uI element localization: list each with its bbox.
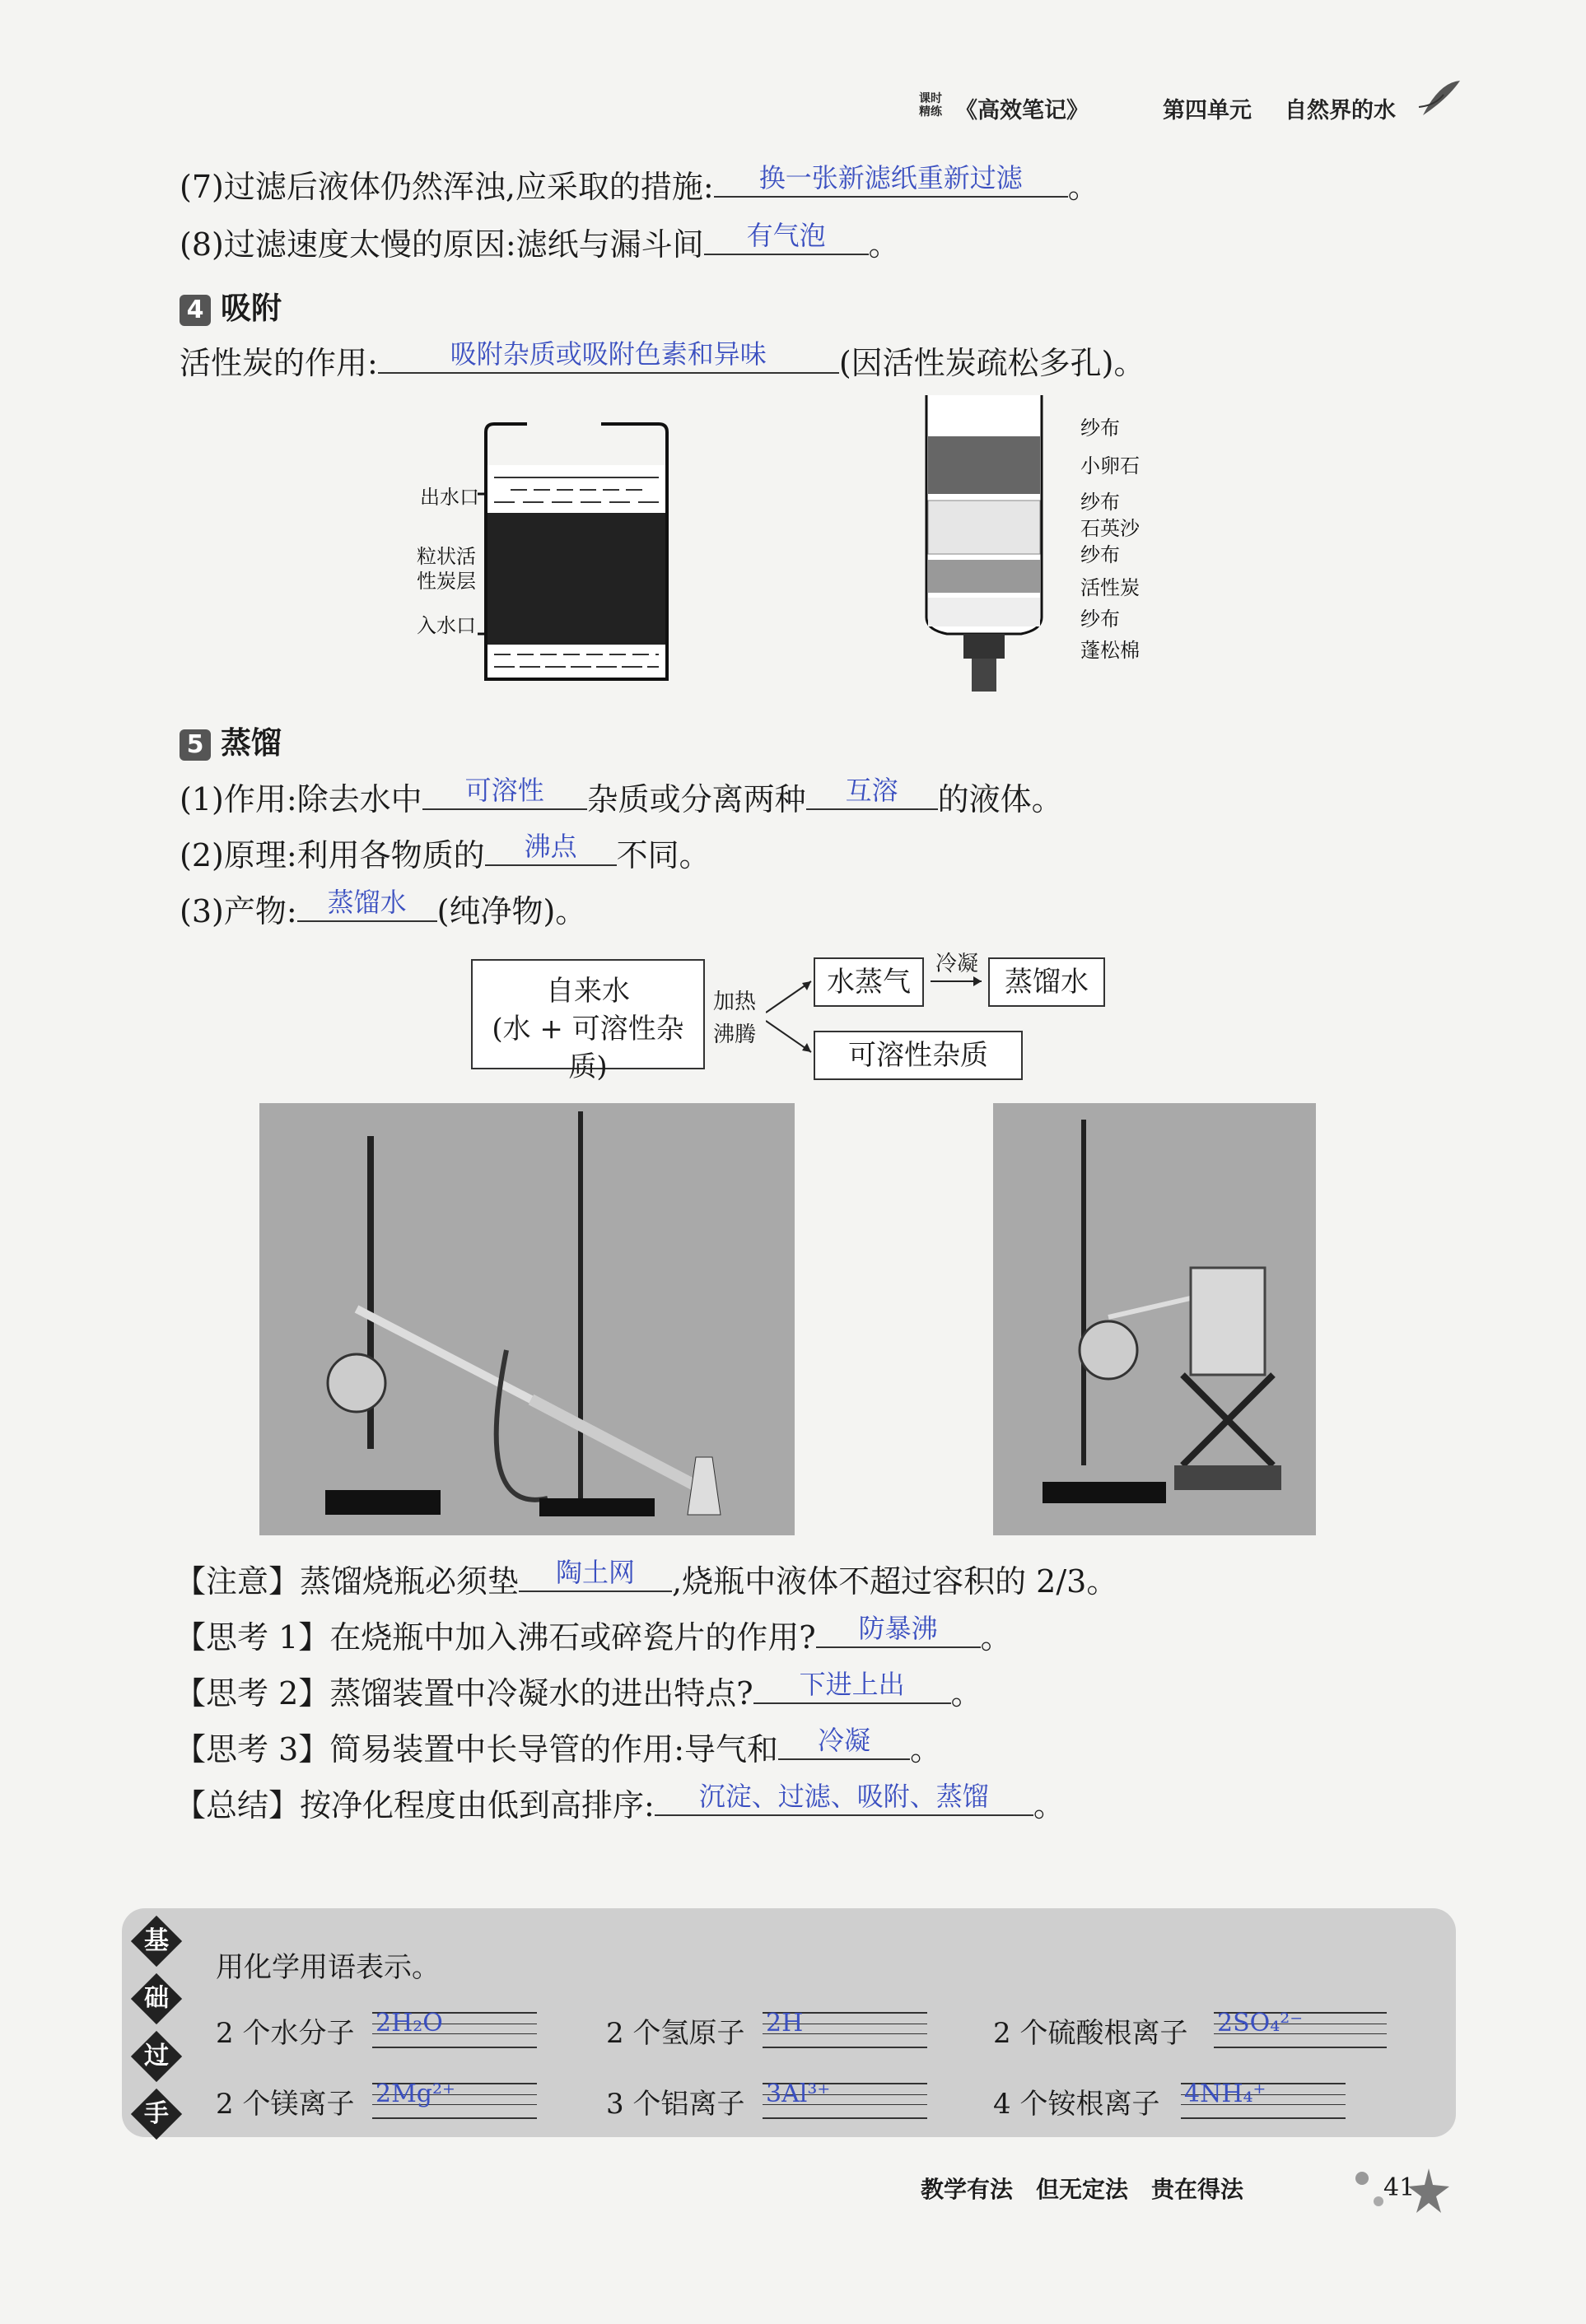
header-small-tag: 课时精练 — [919, 92, 942, 119]
header-unit: 第四单元 — [1163, 98, 1252, 123]
flow-condition-cool: 冷凝 — [935, 952, 979, 976]
page-number: 41 — [1383, 2173, 1416, 2202]
distillation-q2: (2)原理:利用各物质的 沸点 不同。 — [180, 831, 711, 873]
flow-residue-box: 可溶性杂质 — [814, 1031, 1023, 1080]
activated-carbon-tank-figure — [478, 416, 675, 687]
filter-q8: (8)过滤速度太慢的原因:滤纸与漏斗间 有气泡 。 — [180, 220, 900, 263]
practice-answer-1: 2H₂O — [376, 2009, 443, 2038]
badge-char-3: 过 — [144, 2042, 169, 2070]
think3-line: 【思考 3】简易装置中长导管的作用:导气和 冷凝 。 — [175, 1725, 942, 1767]
badge-char-2: 础 — [144, 1984, 169, 2013]
header-book-title: 《高效笔记》 — [955, 98, 1089, 123]
fig2-label-pebbles: 小卵石 — [1080, 454, 1140, 477]
note-blank[interactable]: 陶土网 — [519, 1558, 672, 1592]
section-distillation-title: 5 蒸馏 — [180, 718, 282, 762]
q7-answer: 换一张新滤纸重新过滤 — [758, 162, 1023, 193]
practice-answer-4: 2Mg²⁺ — [376, 2079, 455, 2108]
practice-answer-6: 4NH₄⁺ — [1184, 2079, 1266, 2108]
practice-item-2: 2 个氢原子 — [606, 2017, 745, 2050]
filter-q7: (7)过滤后液体仍然浑浊,应采取的措施: 换一张新滤纸重新过滤 。 — [180, 162, 1099, 205]
think2-blank[interactable]: 下进上出 — [753, 1670, 951, 1704]
summary-line: 【总结】按净化程度由低到高排序: 沉淀、过滤、吸附、蒸馏 。 — [175, 1781, 1065, 1823]
fig2-label-quartz-sand: 石英沙 — [1080, 517, 1140, 540]
practice-item-4: 2 个镁离子 — [216, 2088, 355, 2121]
fig2-label-gauze-1: 纱布 — [1080, 417, 1120, 440]
flow-source-box: 自来水 (水 + 可溶性杂质) — [471, 959, 705, 1069]
header-topic: 自然界的水 — [1285, 98, 1396, 123]
footer-slogan: 教学有法 但无定法 贵在得法 — [921, 2176, 1244, 2203]
fig1-label-layer-2: 性炭层 — [417, 570, 476, 593]
badge-char-1: 基 — [144, 1926, 169, 1955]
practice-answer-3: 2SO₄²⁻ — [1217, 2009, 1304, 2038]
distillation-q3: (3)产物: 蒸馏水 (纯净物)。 — [180, 887, 587, 929]
fig1-label-outlet: 出水口 — [420, 486, 479, 509]
practice-answer-5: 3Al³⁺ — [766, 2079, 831, 2108]
think1-blank[interactable]: 防暴沸 — [816, 1614, 981, 1648]
fig2-label-gauze-2: 纱布 — [1080, 491, 1120, 514]
distillation-q1: (1)作用:除去水中 可溶性 杂质或分离两种 互溶 的液体。 — [180, 775, 1063, 817]
adsorption-line: 活性炭的作用: 吸附杂质或吸附色素和异味 (因活性炭疏松多孔)。 — [180, 338, 1145, 381]
q1-blank-2[interactable]: 互溶 — [806, 775, 938, 810]
flow-condition-boil: 沸腾 — [713, 1022, 757, 1047]
practice-item-1: 2 个水分子 — [216, 2017, 355, 2050]
simple-distillation-photo — [993, 1103, 1316, 1535]
leaf-decoration-icon — [1415, 74, 1464, 123]
practice-item-5: 3 个铝离子 — [606, 2088, 745, 2121]
q8-answer: 有气泡 — [746, 220, 826, 251]
badge-char-4: 手 — [144, 2099, 169, 2128]
think2-line: 【思考 2】蒸馏装置中冷凝水的进出特点? 下进上出 。 — [175, 1669, 982, 1712]
q2-blank[interactable]: 沸点 — [485, 831, 617, 866]
simple-water-purifier-figure — [922, 395, 1046, 700]
flow-vapor-box: 水蒸气 — [814, 957, 924, 1007]
adsorption-answer: 吸附杂质或吸附色素和异味 — [450, 338, 767, 370]
fig2-label-gauze-3: 纱布 — [1080, 543, 1120, 566]
q8-text: (8)过滤速度太慢的原因:滤纸与漏斗间 — [180, 226, 704, 263]
q3-blank[interactable]: 蒸馏水 — [297, 887, 437, 922]
q7-text: (7)过滤后液体仍然浑浊,应采取的措施: — [180, 169, 714, 205]
section-adsorption-title: 4 吸附 — [180, 283, 282, 328]
fig2-label-cotton: 蓬松棉 — [1080, 639, 1140, 662]
distillation-apparatus-photo — [259, 1103, 795, 1535]
practice-answer-2: 2H — [766, 2009, 804, 2038]
flow-condition-heat: 加热 — [713, 990, 757, 1014]
adsorption-blank[interactable] — [378, 339, 839, 374]
q8-blank[interactable] — [704, 221, 869, 255]
fig2-label-gauze-4: 纱布 — [1080, 608, 1120, 631]
practice-instruction: 用化学用语表示。 — [216, 1951, 440, 1984]
practice-item-6: 4 个铵根离子 — [993, 2088, 1160, 2121]
note-line: 【注意】蒸馏烧瓶必须垫 陶土网 ,烧瓶中液体不超过容积的 2/3。 — [175, 1557, 1118, 1600]
think3-blank[interactable]: 冷凝 — [778, 1726, 910, 1760]
q1-blank-1[interactable]: 可溶性 — [422, 775, 587, 810]
q7-blank[interactable] — [714, 163, 1068, 198]
flow-product-box: 蒸馏水 — [988, 957, 1105, 1007]
fig1-label-layer-1: 粒状活 — [417, 545, 476, 568]
fig2-label-activated-carbon: 活性炭 — [1080, 576, 1140, 599]
summary-blank[interactable]: 沉淀、过滤、吸附、蒸馏 — [655, 1781, 1033, 1816]
think1-line: 【思考 1】在烧瓶中加入沸石或碎瓷片的作用? 防暴沸 。 — [175, 1613, 1012, 1656]
fig1-label-inlet: 入水口 — [417, 614, 476, 637]
practice-item-3: 2 个硫酸根离子 — [993, 2017, 1188, 2050]
